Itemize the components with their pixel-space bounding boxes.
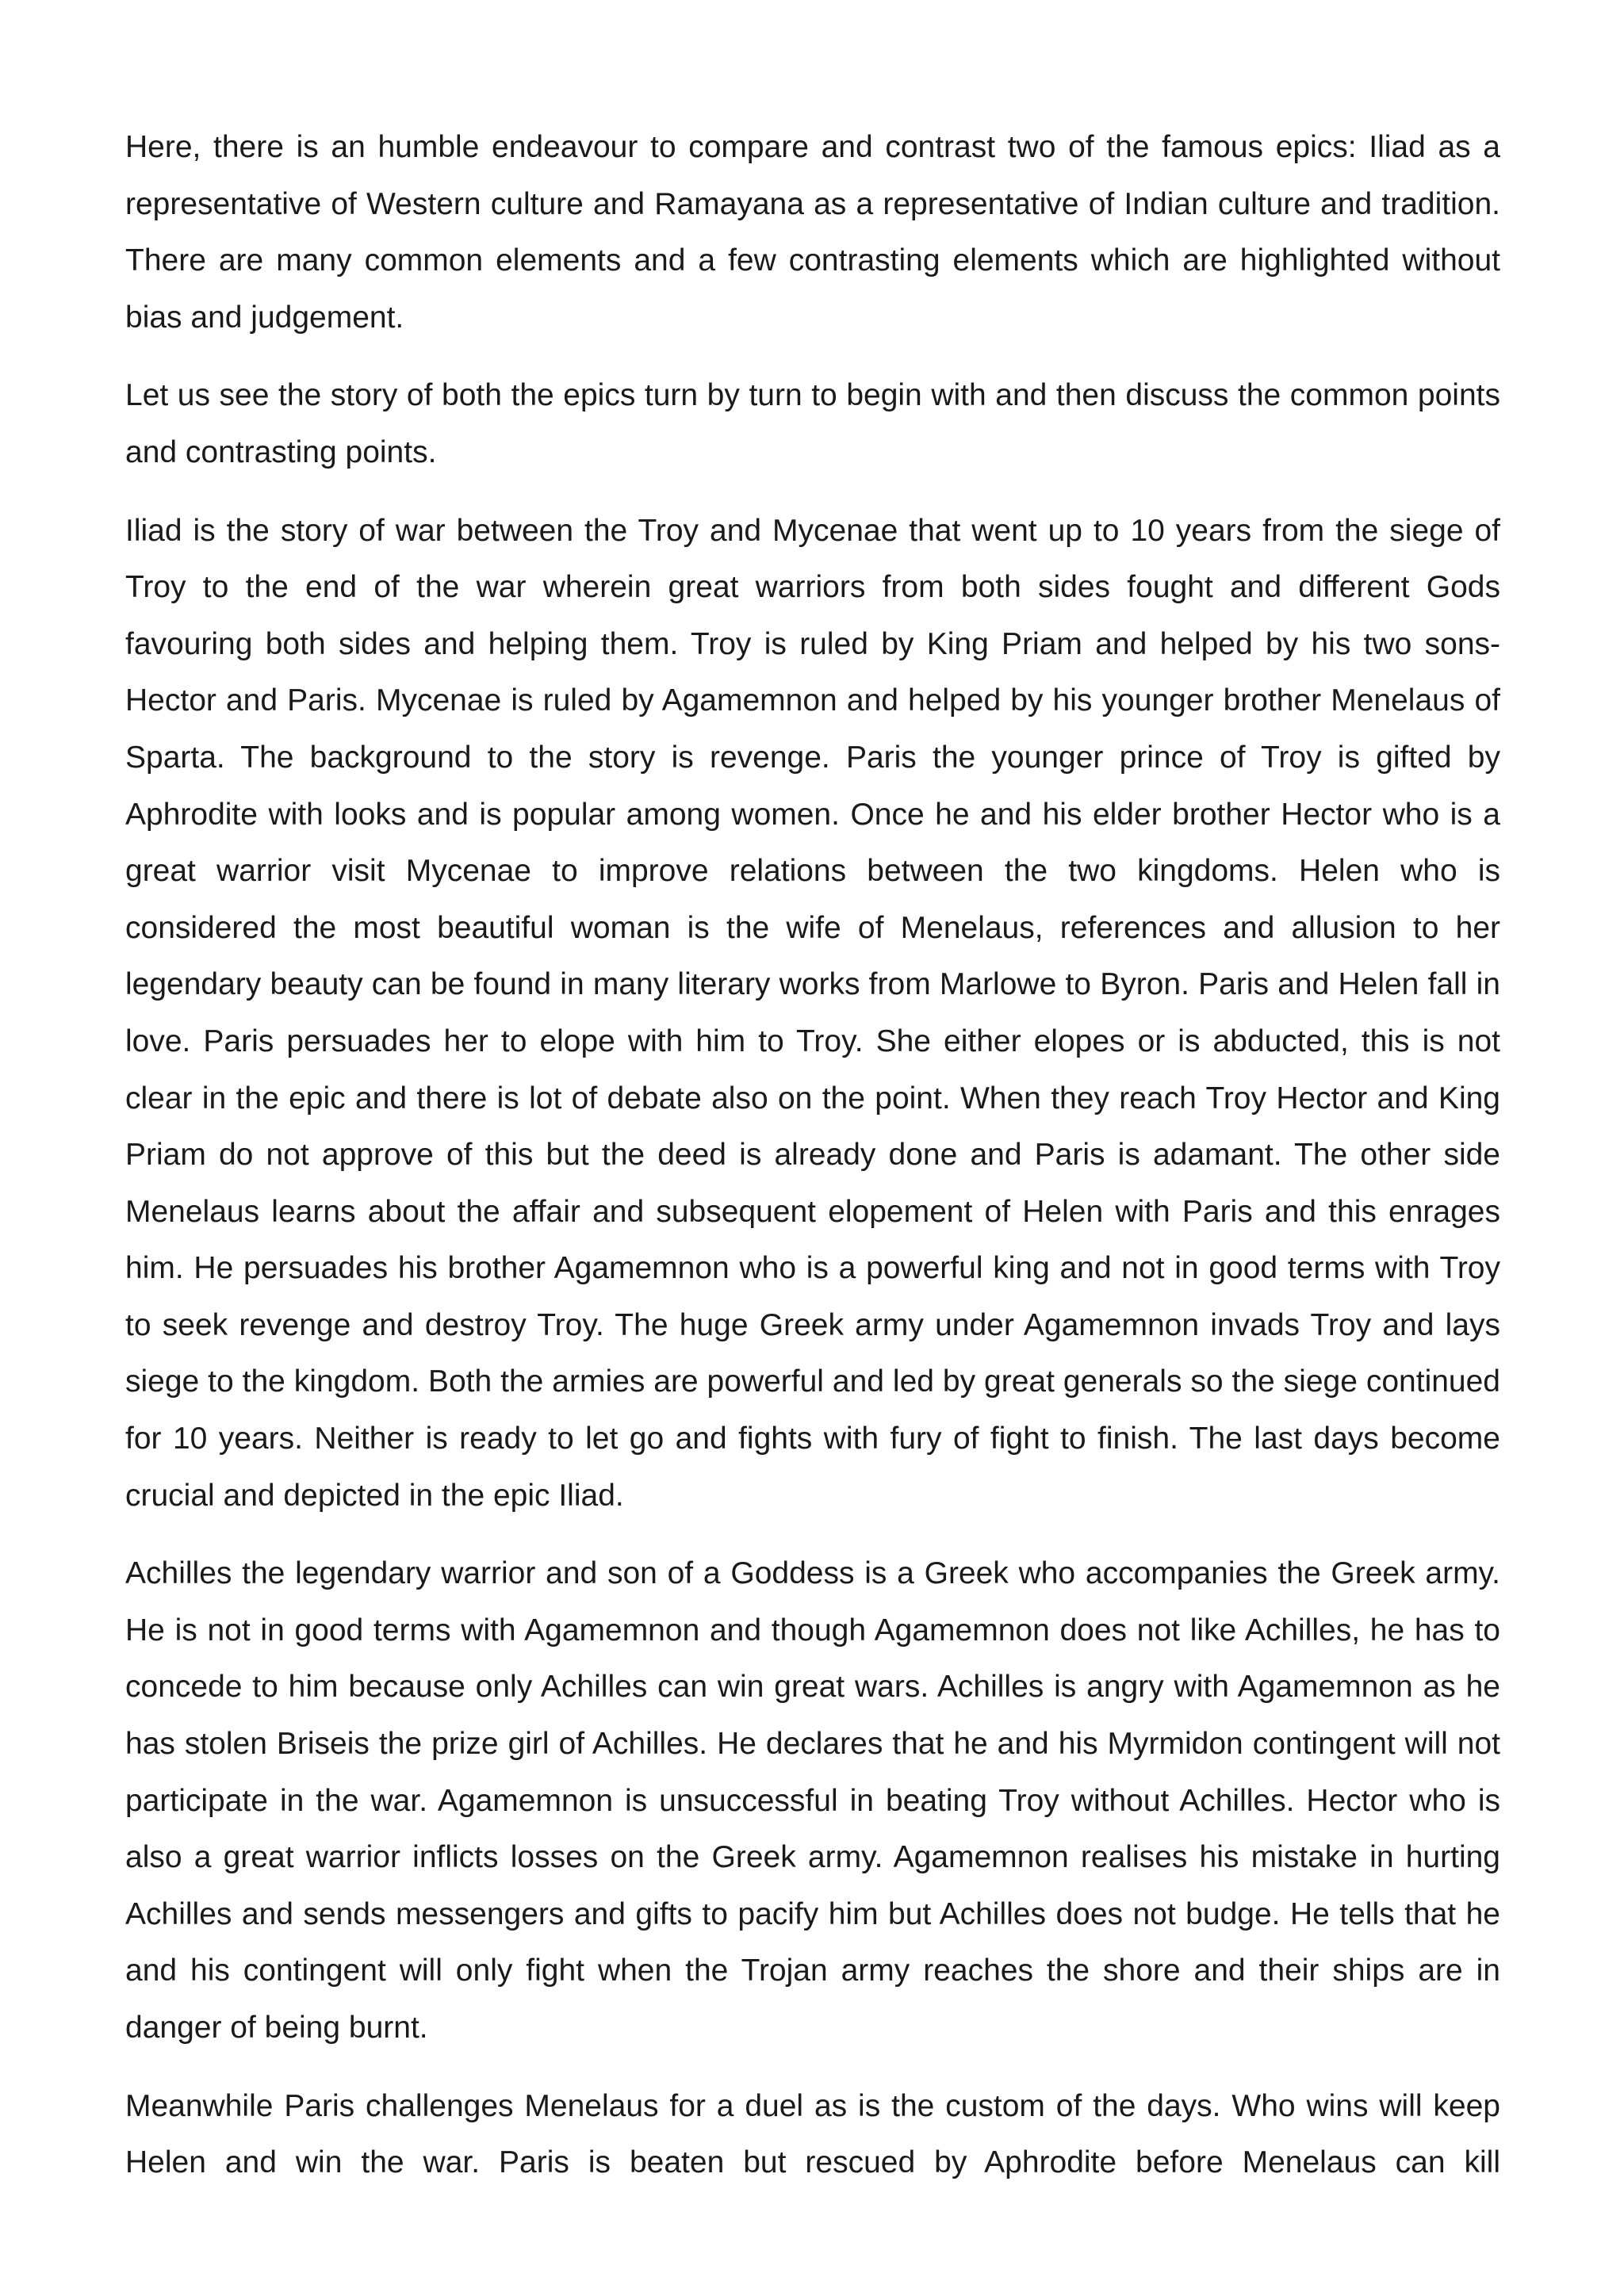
paragraph-outline: Let us see the story of both the epics turn by turn to begin with and then discuss the common points and contrasting points. [125,378,1500,469]
paragraph-achilles: Achilles the legendary warrior and son of a Goddess is a Greek who accompanies the Greek army. He is not in good terms with Agamemnon and though Agamemnon does not like Achilles, he has to concede to him because only Achilles can win great wars. Achilles is angry with Agamemnon as he has stolen Briseis the prize girl of Achilles. He declares that he and his Myrmidon contingent will not participate in the war. Agamemnon is unsuccessful in beating Troy without Achilles. Hector who is also a great warrior inflicts losses on the Greek army. Agamemnon realises his mistake in hurting Achilles and sends messengers and gifts to pacify him but Achilles does not budge. He tells that he and his contingent will only fight when the Trojan army reaches the shore and their ships are in danger of being burnt. [125,1556,1500,2045]
paragraph-iliad-story: Iliad is the story of war between the Troy and Mycenae that went up to 10 years from the siege of Troy to the end of the war wherein great warriors from both sides fought and different Gods favouring both sides and helping them. Troy is ruled by King Priam and helped by his two sons- Hector and Paris. Mycenae is ruled by Agamemnon and helped by his younger brother Menelaus of Sparta. The background to the story is revenge. Paris the younger prince of Troy is gifted by Aphrodite with looks and is popular among women. Once he and his elder brother Hector who is a great warrior visit Mycenae to improve relations between the two kingdoms. Helen who is considered the most beautiful woman is the wife of Menelaus, references and allusion to her legendary beauty can be found in many literary works from Marlowe to Byron. Paris and Helen fall in love. Paris persuades her to elope with him to Troy. She either elopes or is abducted, this is not clear in the epic and there is lot of debate also on the point. When they reach Troy Hector and King Priam do not approve of this but the deed is already done and Paris is adamant. The other side Menelaus learns about the affair and subsequent elopement of Helen with Paris and this enrages him. He persuades his brother Agamemnon who is a powerful king and not in good terms with Troy to seek revenge and destroy Troy. The huge Greek army under Agamemnon invads Troy and lays siege to the kingdom. Both the armies are powerful and led by great generals so the siege continued for 10 years. Neither is ready to let go and fights with fury of fight to finish. The last days become crucial and depicted in the epic Iliad. [125,513,1500,1513]
paragraph-paris-duel: Meanwhile Paris challenges Menelaus for a duel as is the custom of the days. Who wins will keep Helen and win the war. Paris is beaten but rescued by Aphrodite before Menelaus can kill [125,2088,1500,2180]
paragraph-intro: Here, there is an humble endeavour to compare and contrast two of the famous epics: Iliad as a representative of Western culture and Ramayana as a representative of Indian culture and tradition. There are many common elements and a few contrasting elements which are highlighted without bias and judgement. [125,130,1500,335]
document-page [125,119,1500,2191]
